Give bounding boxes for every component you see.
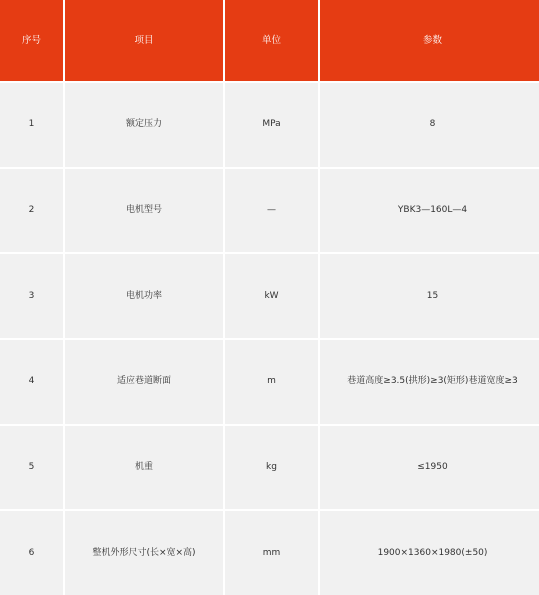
row-4-unit: m: [225, 340, 318, 424]
row-6-item: 整机外形尺寸(长×宽×高): [65, 511, 223, 595]
header-item: 项目: [65, 0, 223, 81]
header-index: 序号: [0, 0, 63, 81]
row-3-index: 3: [0, 254, 63, 338]
row-2-item: 电机型号: [65, 169, 223, 253]
row-1-item: 额定压力: [65, 83, 223, 167]
row-4-index: 4: [0, 340, 63, 424]
row-5-item: 机重: [65, 426, 223, 510]
row-3-item: 电机功率: [65, 254, 223, 338]
row-2-index: 2: [0, 169, 63, 253]
row-3-parameter: 15: [320, 254, 539, 338]
row-6-index: 6: [0, 511, 63, 595]
row-5-unit: kg: [225, 426, 318, 510]
header-parameter: 参数: [320, 0, 539, 81]
row-5-parameter: ≤1950: [320, 426, 539, 510]
header-unit: 单位: [225, 0, 318, 81]
row-6-parameter: 1900×1360×1980(±50): [320, 511, 539, 595]
row-3-unit: kW: [225, 254, 318, 338]
row-2-unit: —: [225, 169, 318, 253]
row-4-item: 适应巷道断面: [65, 340, 223, 424]
row-1-unit: MPa: [225, 83, 318, 167]
row-2-parameter: YBK3—160L—4: [320, 169, 539, 253]
row-1-parameter: 8: [320, 83, 539, 167]
row-1-index: 1: [0, 83, 63, 167]
row-4-parameter: 巷道高度≥3.5(拱形)≥3(矩形)巷道宽度≥3: [320, 340, 539, 424]
row-5-index: 5: [0, 426, 63, 510]
row-6-unit: mm: [225, 511, 318, 595]
